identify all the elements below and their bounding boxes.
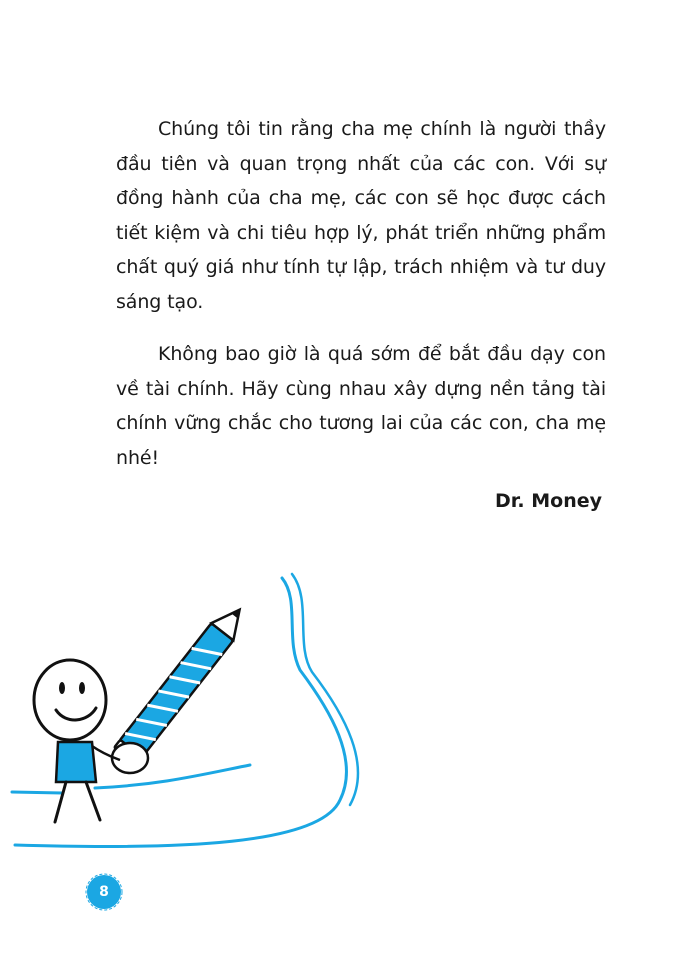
kid-with-pencil-icon — [0, 560, 380, 860]
page-number: 8 — [99, 884, 109, 900]
paragraph-1: Chúng tôi tin rằng cha mẹ chính là người thầy đầu tiên và quan trọng nhất của các con. Với sự đồng hành của cha mẹ, các con sẽ học được cách tiết kiệm và chi tiêu hợp lý, phát triển những phẩm chất quý giá như tính tự lập, trách nhiệm và tư duy sáng tạo. — [116, 118, 606, 313]
body-text — [116, 112, 606, 475]
signature: Dr. Money — [494, 490, 602, 512]
paragraph-2: Không bao giờ là quá sớm để bắt đầu dạy con về tài chính. Hãy cùng nhau xây dựng nền tảng tài chính vững chắc cho tương lai của các con, cha mẹ nhé! — [116, 343, 606, 469]
